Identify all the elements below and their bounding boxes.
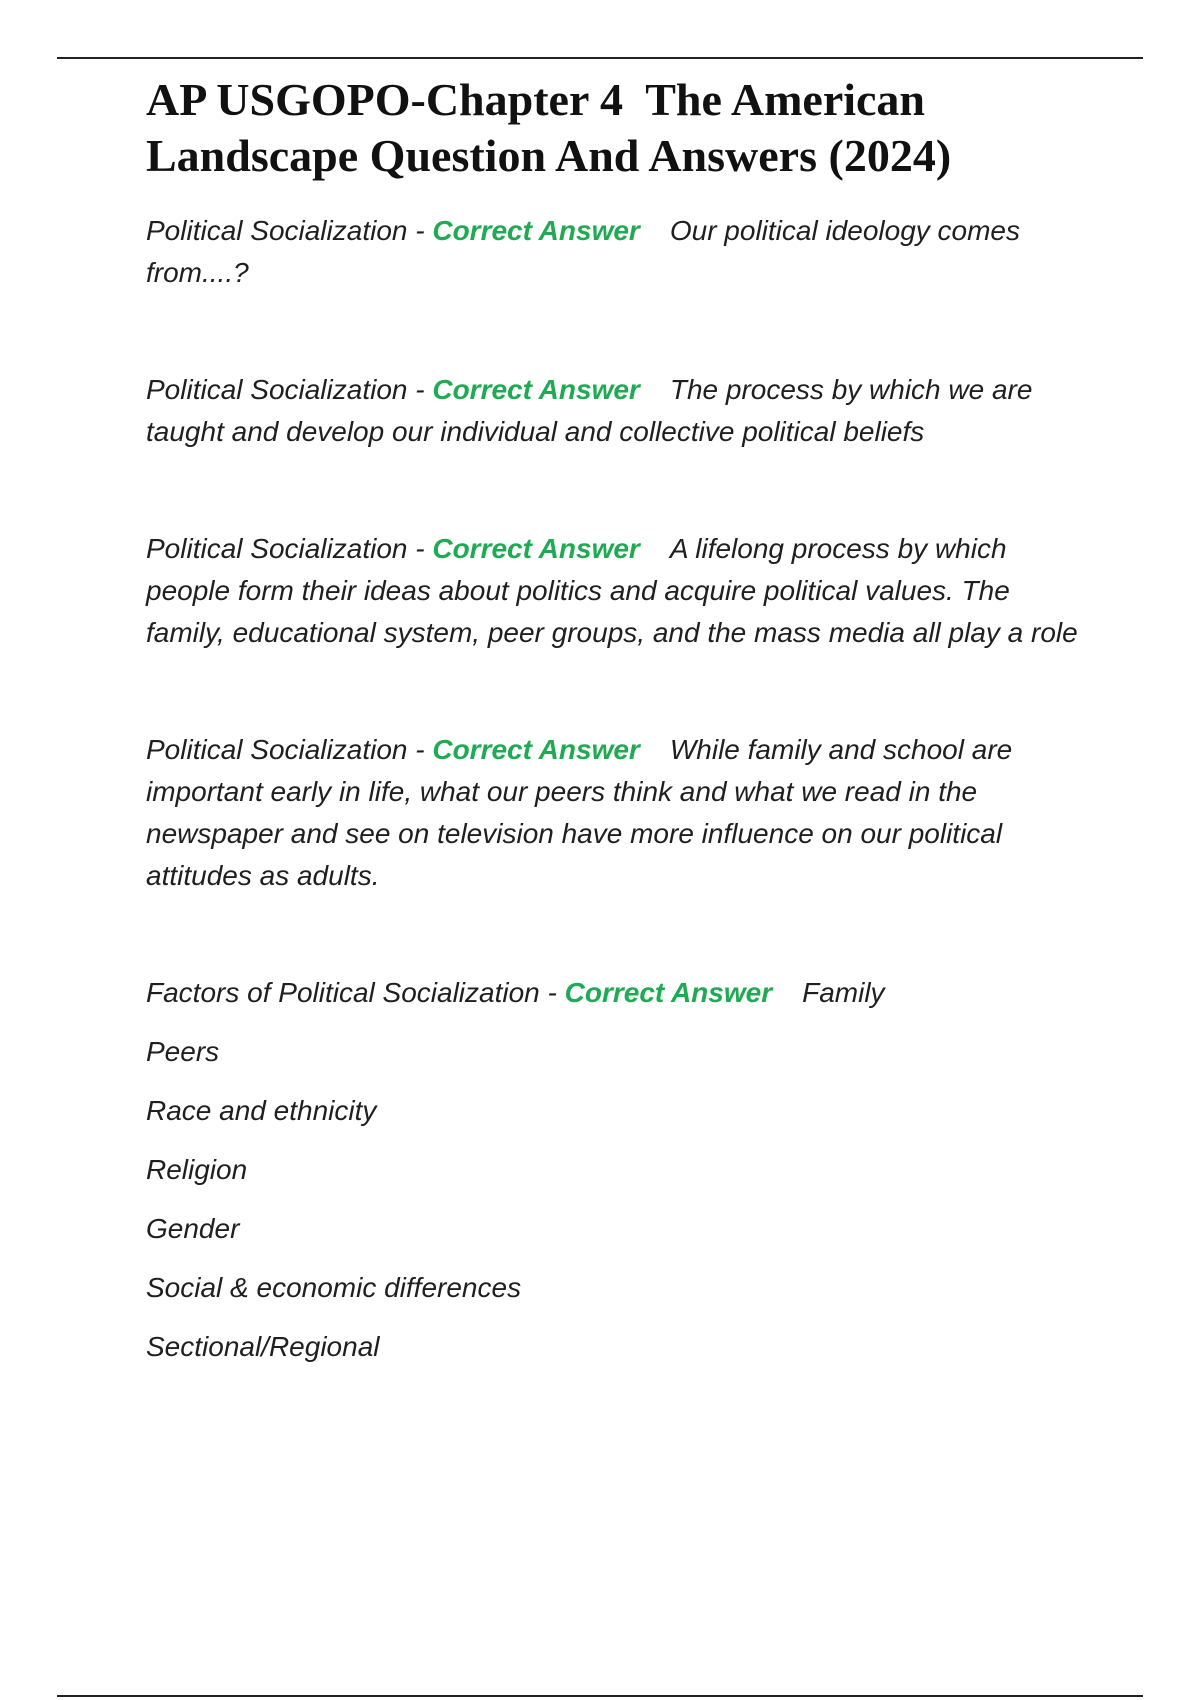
document-title: AP USGOPO-Chapter 4 The American Landscape Question And Answers (2024) (146, 74, 952, 181)
qa-entry-2 (146, 369, 1086, 453)
correct-answer-label: Correct Answer (432, 734, 640, 765)
factor-item: Sectional/Regional (146, 1331, 380, 1362)
qa-entry-4 (146, 729, 1086, 897)
separator: - (407, 215, 433, 246)
answer-text: Family (802, 977, 885, 1008)
question-term: Political Socialization (146, 215, 408, 246)
separator: - (407, 734, 433, 765)
answer-text: While family and school are important early in life, what our peers think and what we read in the newspaper and see on television have more influence on our political attitudes as adults. (146, 734, 1013, 891)
top-rule (57, 57, 1143, 59)
answer-text: A lifelong process by which people form their ideas about politics and acquire political values. The family, educational system, peer groups, and the mass media all play a role (146, 533, 1078, 648)
correct-answer-label: Correct Answer (432, 533, 640, 564)
factor-item: Social & economic differences (146, 1272, 522, 1303)
answer-text: Our political ideology comes from....? (146, 215, 1021, 288)
factor-item: Gender (146, 1213, 240, 1244)
factor-item: Religion (146, 1154, 248, 1185)
correct-answer-label: Correct Answer (564, 977, 773, 1008)
question-term: Factors of Political Socialization (146, 977, 540, 1008)
correct-answer-label: Correct Answer (432, 215, 640, 246)
qa-entry-1 (146, 210, 1086, 294)
answer-text: The process by which we are taught and develop our individual and collective political beliefs (146, 374, 1033, 447)
document-body (146, 72, 1086, 1368)
correct-answer-label: Correct Answer (432, 374, 640, 405)
factor-item: Peers (146, 1036, 220, 1067)
qa-entry-5 (146, 972, 1086, 1014)
question-term: Political Socialization (146, 533, 408, 564)
question-term: Political Socialization (146, 374, 408, 405)
separator: - (539, 977, 565, 1008)
qa-entry-3 (146, 528, 1086, 654)
bottom-rule (57, 1695, 1143, 1697)
question-term: Political Socialization (146, 734, 408, 765)
separator: - (407, 533, 433, 564)
separator: - (407, 374, 433, 405)
factor-item: Race and ethnicity (146, 1095, 377, 1126)
